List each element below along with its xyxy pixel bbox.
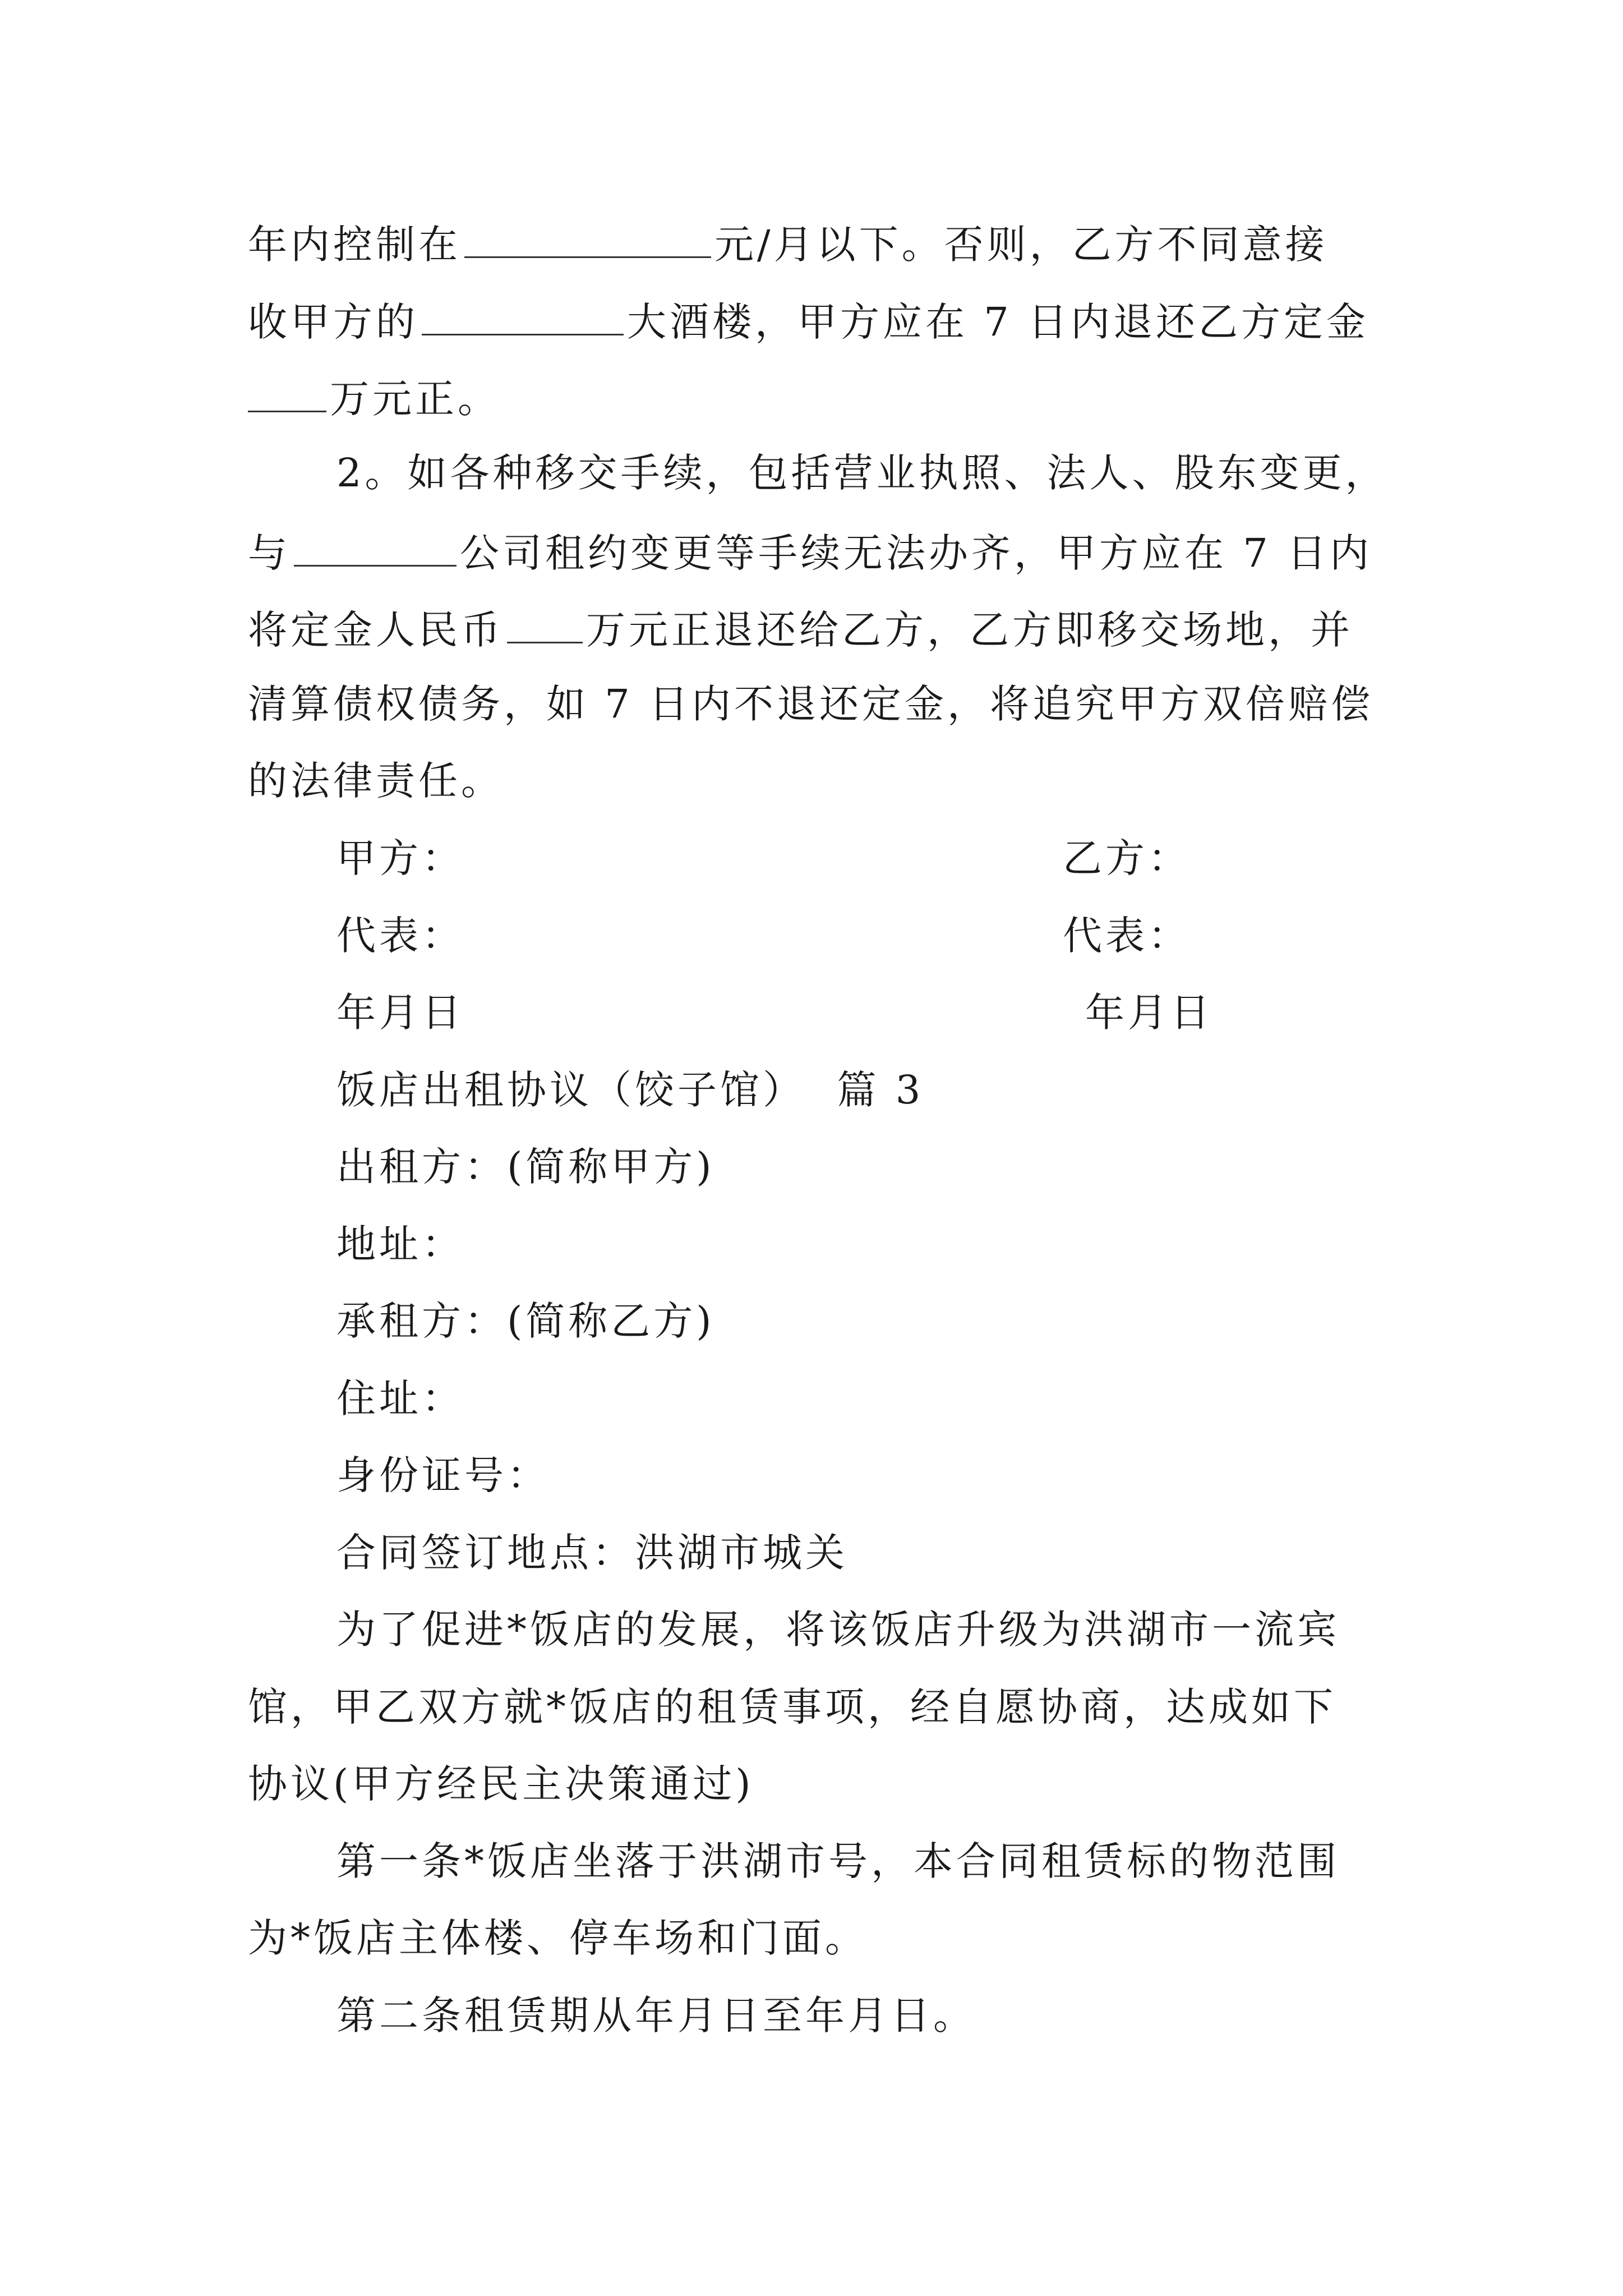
text-line: 为*饭店主体楼、停车场和门面。 [248, 1915, 868, 1961]
lessor-line: 出租方：(简称甲方) [336, 1144, 715, 1190]
text-line: 馆，甲乙双方就*饭店的租赁事项，经自愿协商，达成如下 [248, 1684, 1336, 1730]
text-segment: 与 [248, 530, 291, 576]
section-heading: 饭店出租协议（饺子馆） 篇 3 [336, 1067, 924, 1113]
text-segment: 万元正退还给乙方，乙方即移交场地，并 [586, 607, 1353, 653]
fill-blank [294, 530, 457, 567]
text-line [248, 530, 1373, 576]
address-line: 地址： [336, 1221, 464, 1267]
date-a-label: 年月日 [336, 990, 464, 1036]
signing-place-line: 合同签订地点：洪湖市城关 [336, 1530, 848, 1576]
text-line: 为了促进*饭店的发展，将该饭店升级为洪湖市一流宾 [336, 1607, 1340, 1653]
text-segment: 将定金人民币 [248, 607, 504, 653]
text-line: 协议(甲方经民主决策通过) [248, 1761, 754, 1807]
party-b-label: 乙方： [1063, 835, 1191, 881]
text-segment: 万元正。 [330, 376, 500, 422]
lessee-line: 承租方：(简称乙方) [336, 1298, 715, 1344]
text-segment: 元/月以下。否则，乙方不同意接 [714, 222, 1328, 268]
text-segment: 公司租约变更等手续无法办齐，甲方应在 7 日内 [460, 530, 1373, 576]
text-segment: 年内控制在 [248, 222, 461, 268]
date-b-label: 年月日 [1085, 990, 1213, 1036]
text-segment: 大酒楼，甲方应在 7 日内退还乙方定金 [627, 299, 1370, 345]
fill-blank [422, 299, 624, 335]
text-line: 2。如各种移交手续，包括营业执照、法人、股东变更， [336, 450, 1388, 496]
text-line [248, 222, 1328, 268]
text-line: 清算债权债务，如 7 日内不退还定金，将追究甲方双倍赔偿 [248, 681, 1374, 727]
residence-line: 住址： [336, 1375, 464, 1421]
fill-blank [248, 376, 326, 412]
id-number-line: 身份证号： [336, 1452, 550, 1498]
party-a-label: 甲方： [336, 835, 464, 881]
text-line [248, 299, 1370, 345]
text-segment: 收甲方的 [248, 299, 418, 345]
text-line: 第一条*饭店坐落于洪湖市号，本合同租赁标的物范围 [336, 1838, 1340, 1884]
text-line: 第二条租赁期从年月日至年月日。 [336, 1993, 976, 2039]
rep-a-label: 代表： [336, 913, 464, 959]
text-line [248, 376, 500, 422]
text-line: 的法律责任。 [248, 758, 504, 804]
fill-blank [464, 222, 711, 258]
fill-blank [507, 607, 583, 643]
text-line [248, 607, 1353, 653]
rep-b-label: 代表： [1063, 913, 1191, 959]
